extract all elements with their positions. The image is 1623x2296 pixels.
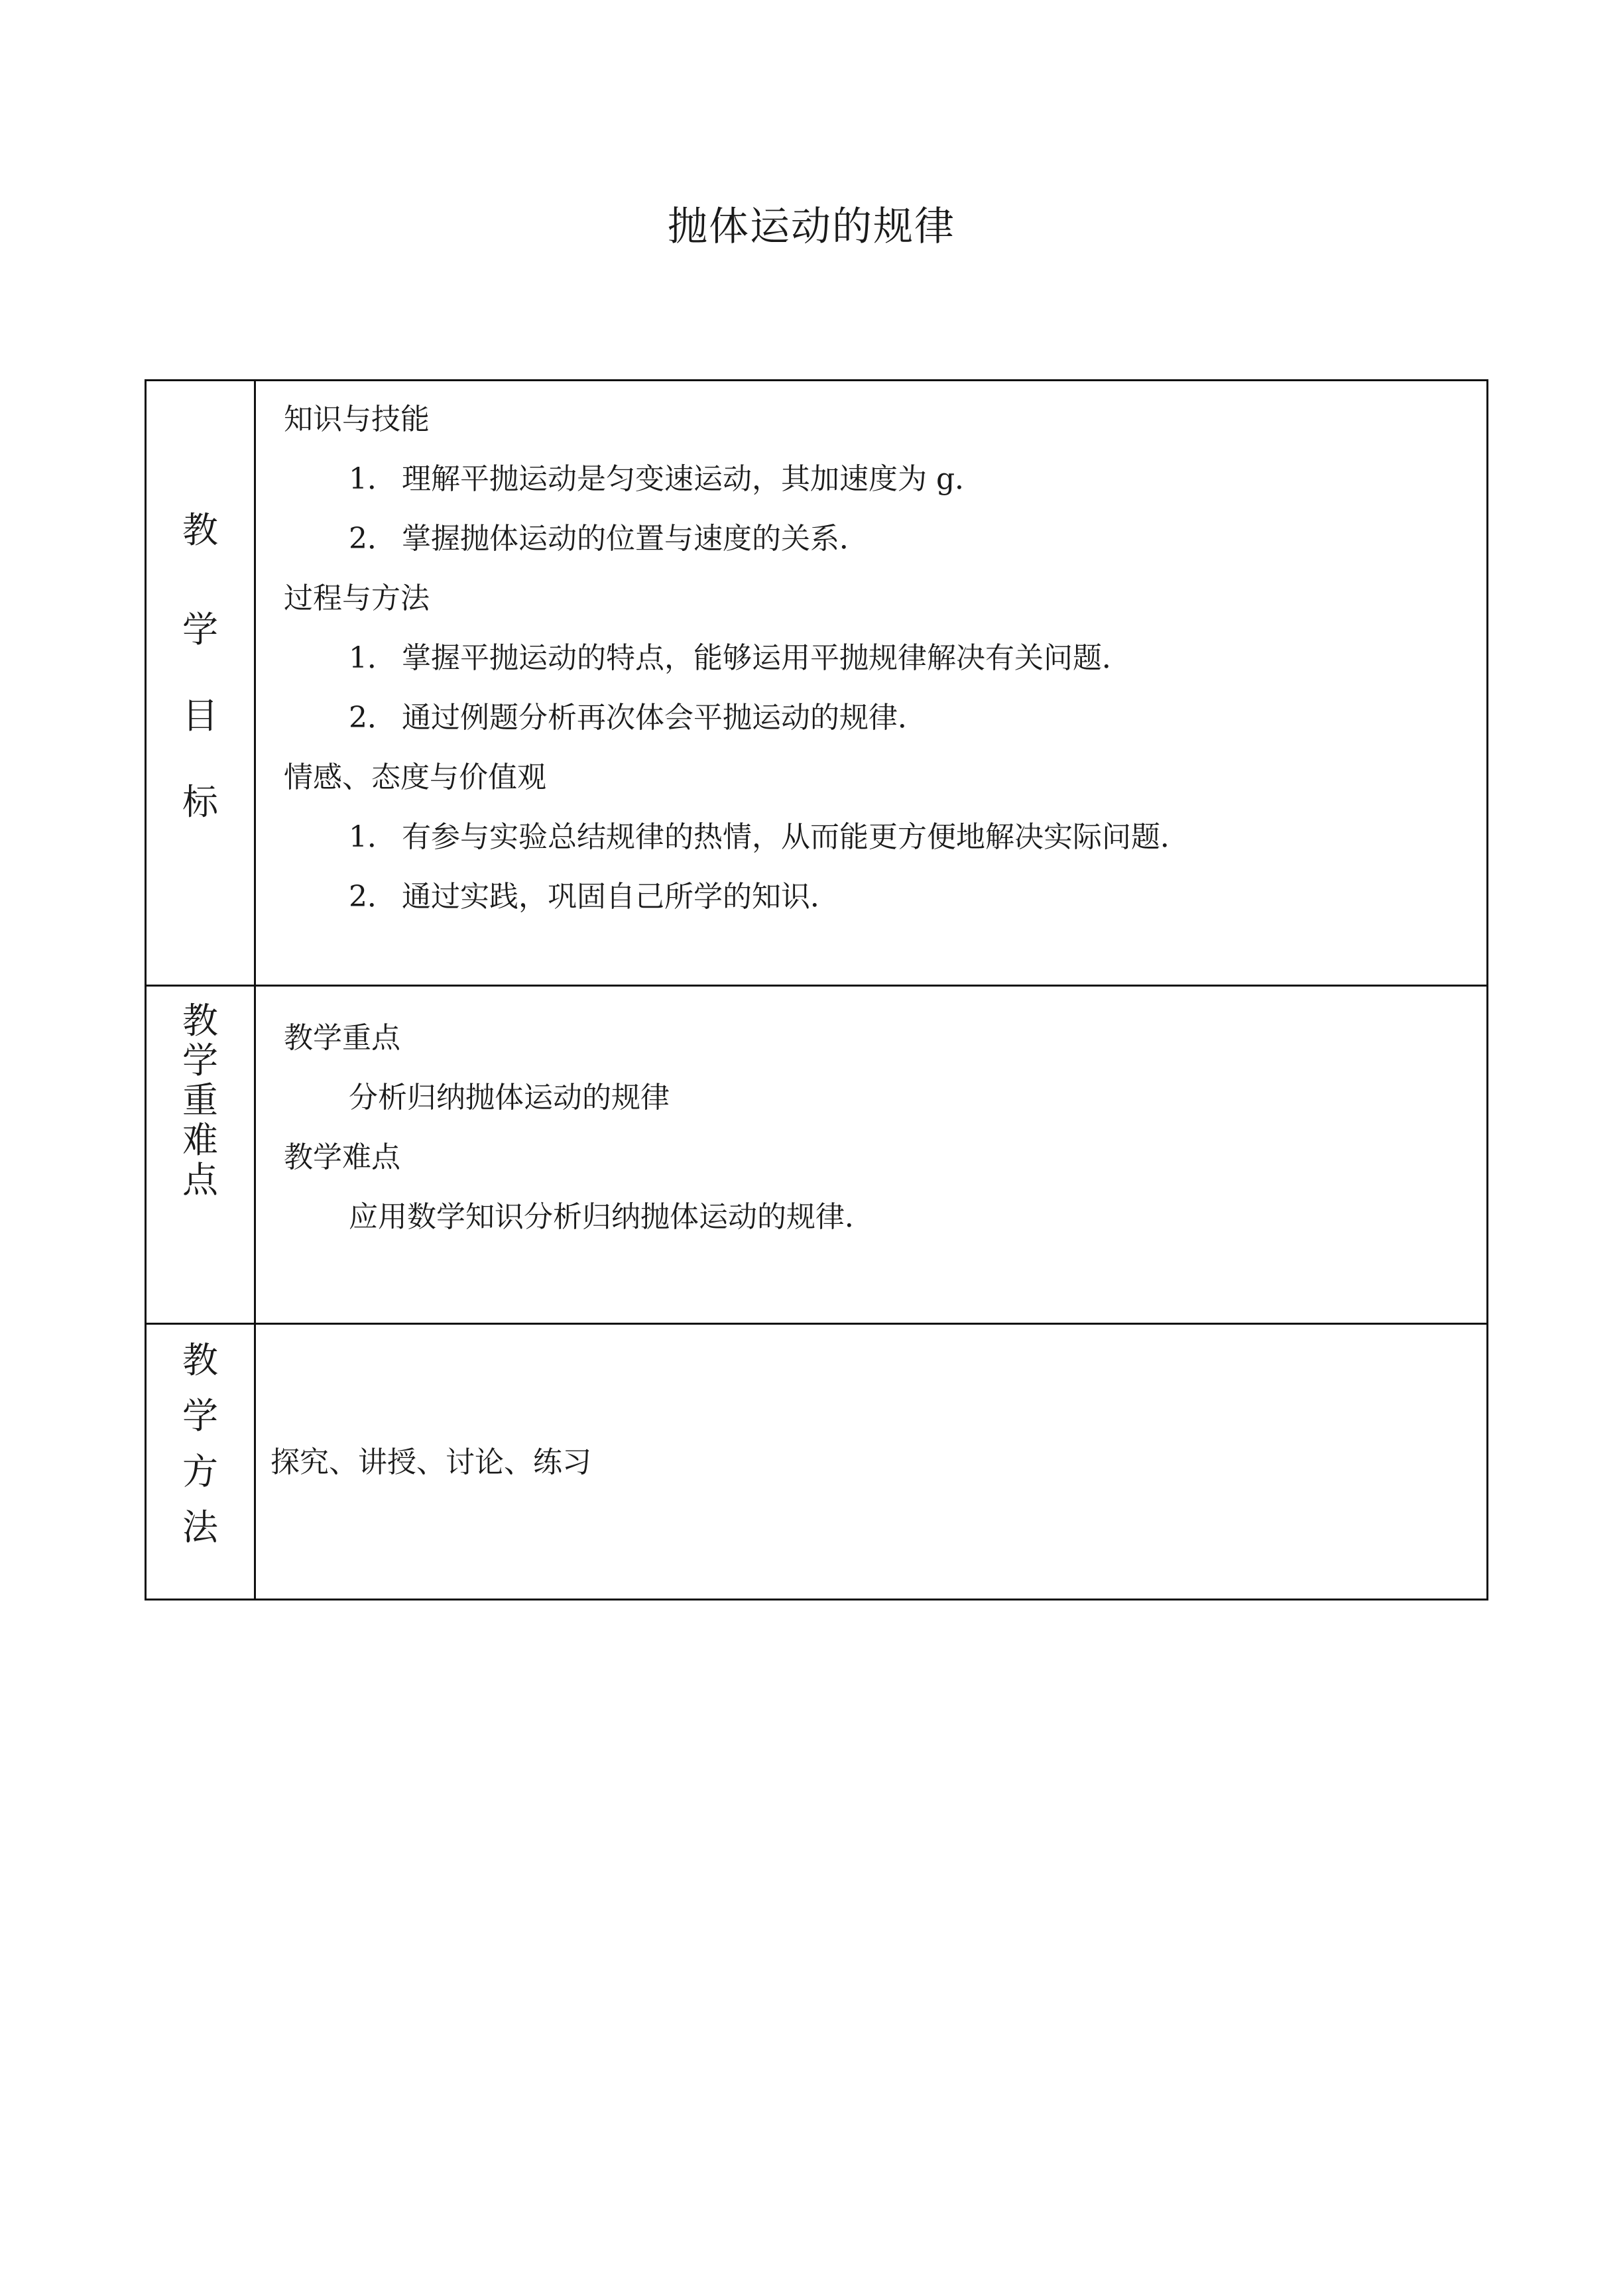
- label-char: 方: [182, 1451, 218, 1492]
- page-title: 抛体运动的规律: [668, 204, 955, 250]
- list-item: 2． 通过实践，巩固自己所学的知识．: [349, 880, 839, 914]
- row-label-teaching-objectives: [147, 501, 254, 832]
- section-heading: 情感、态度与价值观: [284, 760, 546, 794]
- label-char: 学: [182, 1395, 218, 1437]
- section-heading: 教学难点: [284, 1140, 400, 1174]
- label-char: 教: [182, 509, 218, 551]
- key-points-content: [256, 987, 1486, 1323]
- label-char: 学: [182, 1040, 218, 1081]
- objectives-content: [256, 381, 1486, 983]
- label-char: 点: [182, 1159, 218, 1201]
- label-char: 目: [182, 695, 218, 737]
- row-label-teaching-methods: [147, 1333, 254, 1555]
- section-heading: 过程与方法: [284, 581, 430, 615]
- list-item: 2． 通过例题分析再次体会平抛运动的规律．: [349, 701, 927, 735]
- lesson-plan-table: [145, 379, 1488, 1601]
- label-char: 学: [182, 609, 218, 650]
- row-label-key-difficult-points: [147, 1001, 254, 1200]
- section-heading: 教学重点: [284, 1021, 400, 1055]
- label-char: 教: [182, 1000, 218, 1042]
- list-item: 2． 掌握抛体运动的位置与速度的关系．: [349, 522, 869, 556]
- section-heading: 知识与技能: [284, 402, 430, 436]
- paragraph: 应用数学知识分析归纳抛体运动的规律．: [349, 1200, 874, 1234]
- paragraph: 探究、讲授、讨论、练习: [270, 1445, 591, 1479]
- list-item: 1． 有参与实验总结规律的热情，从而能更方便地解决实际问题．: [349, 820, 1189, 854]
- label-char: 重: [182, 1079, 218, 1121]
- label-char: 法: [182, 1506, 218, 1548]
- label-char: 教: [182, 1339, 218, 1381]
- list-item: 1． 理解平抛运动是匀变速运动，其加速度为 g．: [349, 462, 985, 496]
- list-item: 1． 掌握平抛运动的特点，能够运用平抛规律解决有关问题．: [349, 641, 1131, 675]
- paragraph: 分析归纳抛体运动的规律: [349, 1081, 670, 1115]
- label-char: 难: [182, 1119, 218, 1161]
- label-char: 标: [182, 781, 218, 823]
- methods-content: [256, 1325, 1486, 1601]
